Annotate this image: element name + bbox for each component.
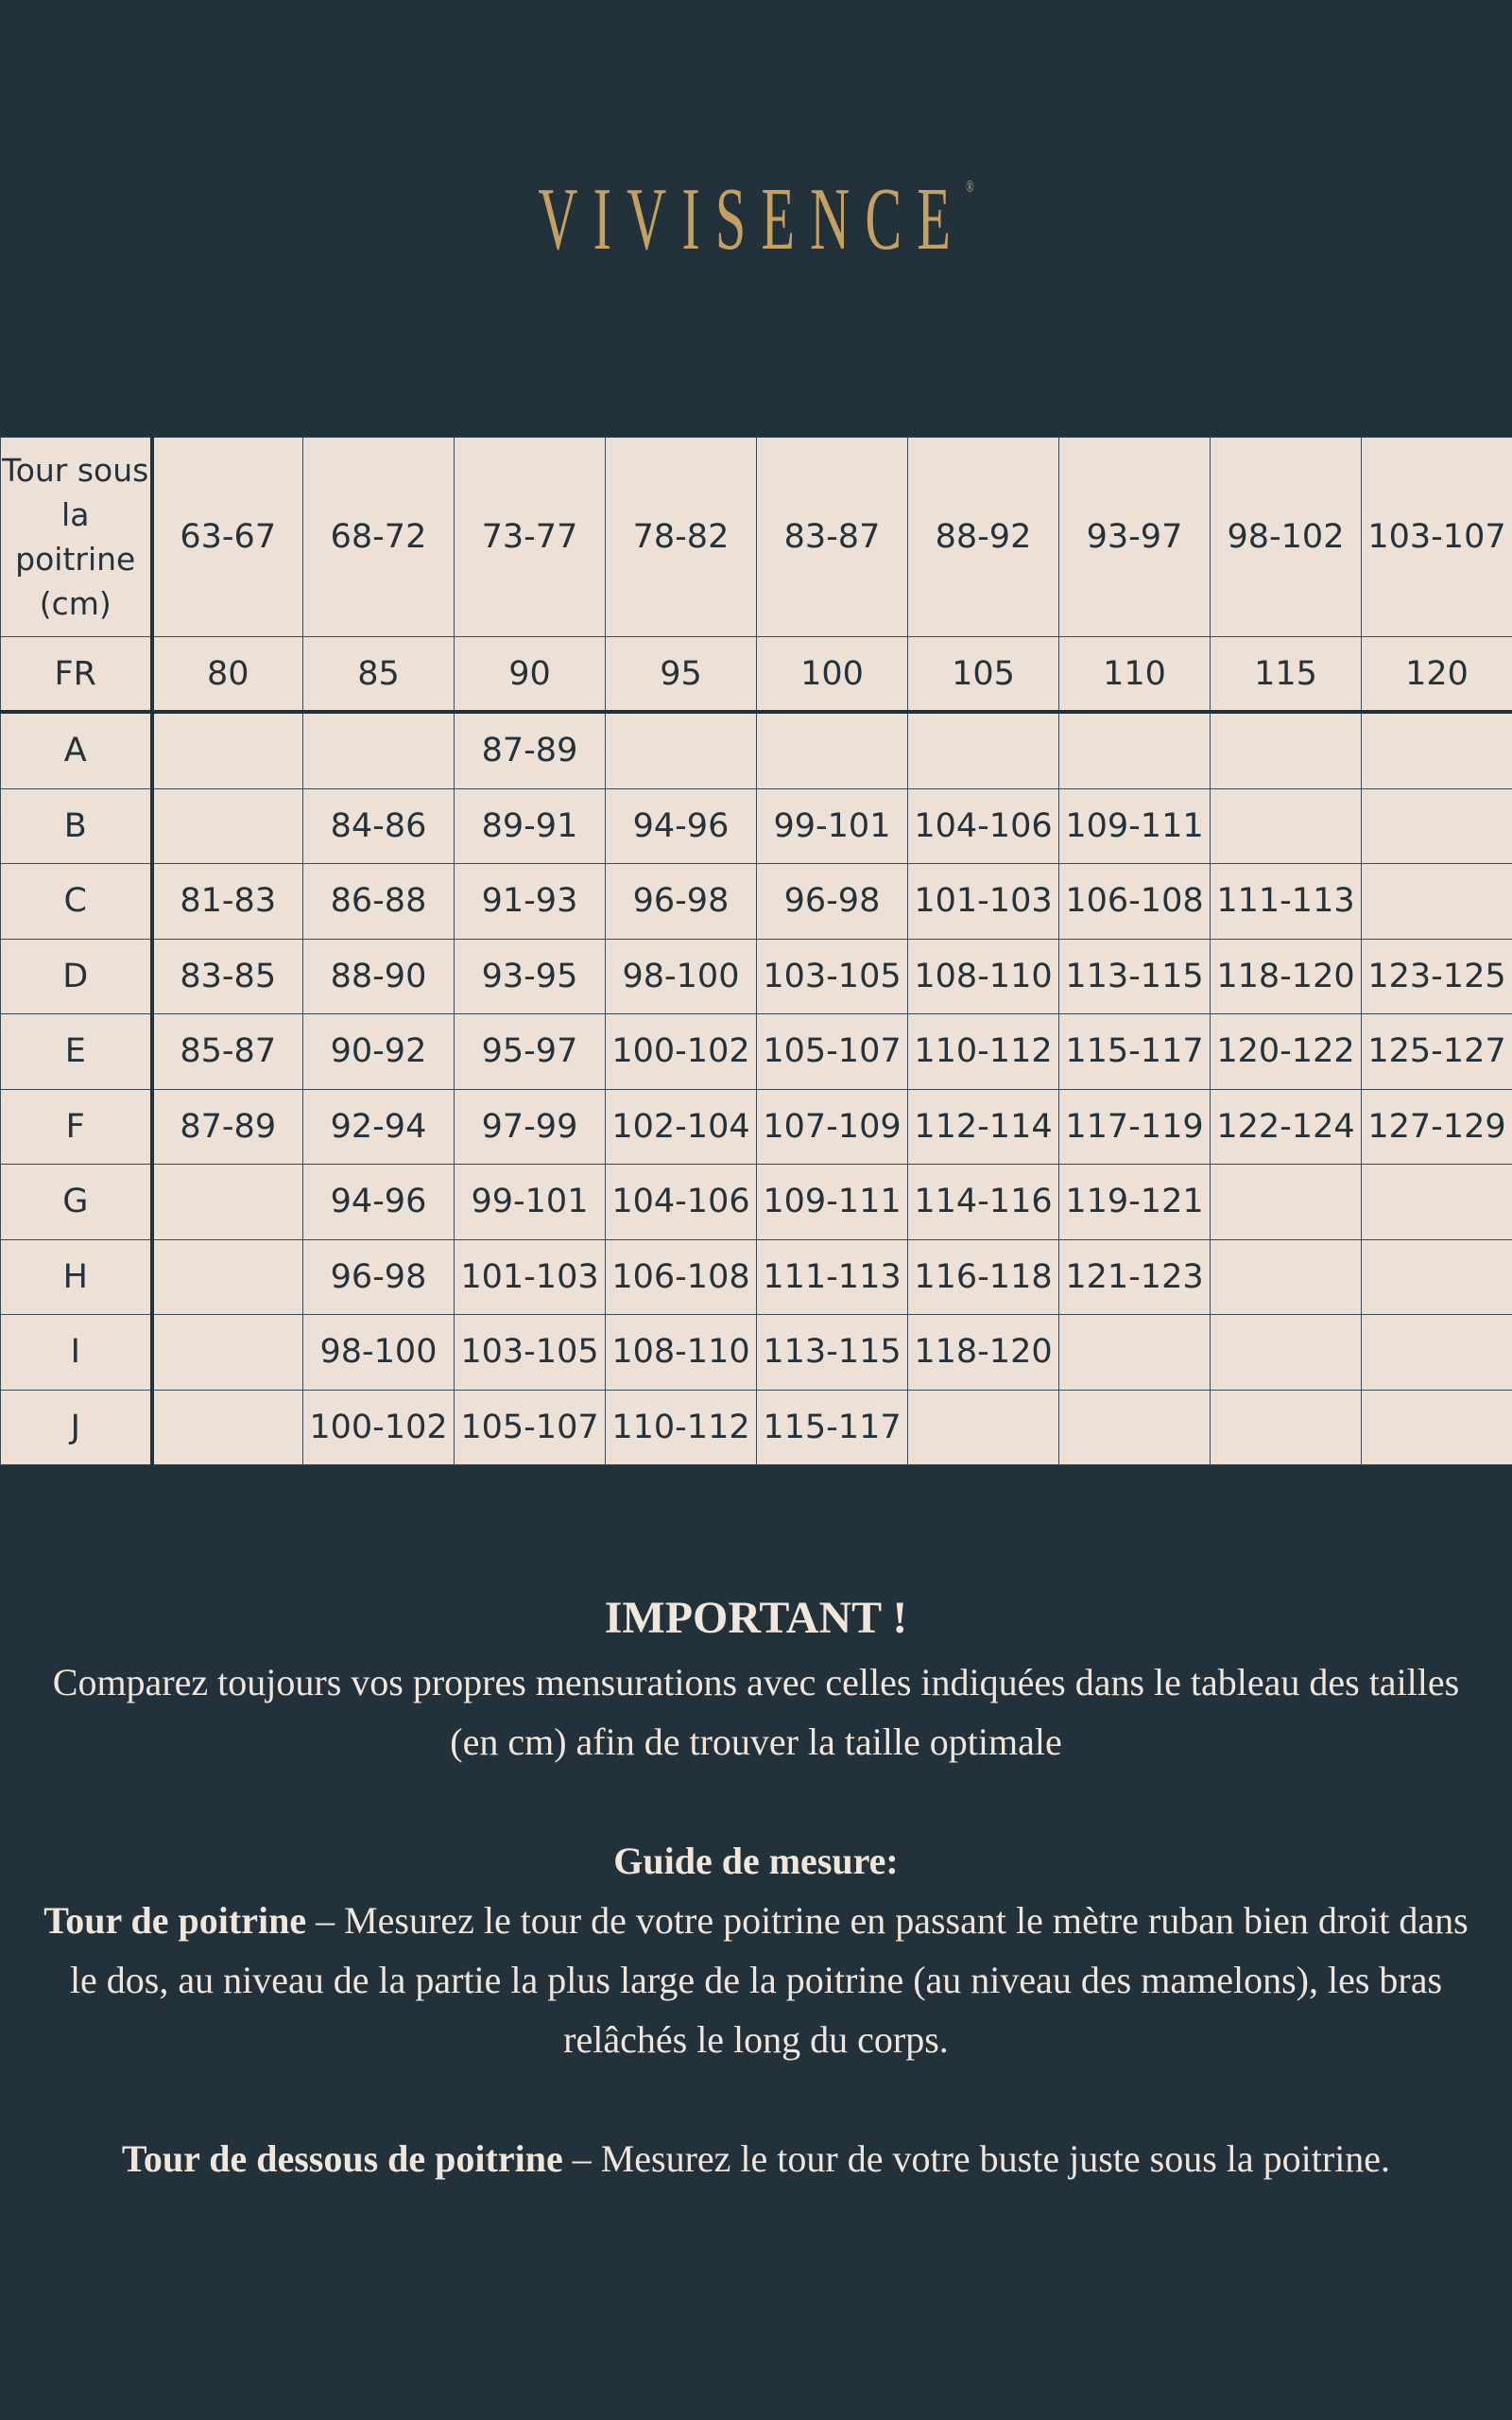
bust-size-cell: 114-116 [908,1165,1059,1240]
bust-size-cell [908,712,1059,788]
bust-size-cell: 116-118 [908,1239,1059,1315]
bust-size-cell: 125-127 [1362,1014,1512,1090]
cup-row [1,1089,1512,1165]
bust-size-cell: 87-89 [152,1089,303,1165]
bust-size-cell: 106-108 [1059,864,1211,940]
cup-row [1,864,1512,940]
bust-size-cell [1211,1315,1362,1391]
bust-size-cell: 90-92 [303,1014,455,1090]
bust-size-cell [152,1390,303,1465]
bust-size-cell [1362,1239,1512,1315]
bust-size-cell: 101-103 [908,864,1059,940]
bust-size-cell [1211,788,1362,864]
underbust-label: Tour de dessous de poitrine [121,2137,563,2180]
size-chart-table [0,437,1512,1465]
bust-size-cell [152,712,303,788]
bust-size-cell [1362,788,1512,864]
bust-size-cell: 115-117 [1059,1014,1211,1090]
underbust-instruction [38,2129,1474,2188]
guide-heading: Guide de mesure: [613,1840,899,1882]
fr-label: FR [1,637,152,713]
bust-size-cell [152,788,303,864]
bust-size-cell: 103-105 [757,939,908,1014]
important-heading: IMPORTANT ! [604,1593,908,1643]
bust-size-cell: 91-93 [455,864,606,940]
corner-label: Tour sous la poitrine (cm) [1,438,152,637]
bust-size-cell: 99-101 [757,788,908,864]
column-header: 103-107 [1362,438,1512,637]
info-section [38,1584,1474,2188]
bust-size-cell: 110-112 [908,1014,1059,1090]
bust-size-cell: 100-102 [303,1390,455,1465]
bust-size-cell: 113-115 [757,1315,908,1391]
bust-size-cell [1362,1390,1512,1465]
bust-size-cell: 96-98 [757,864,908,940]
bust-size-cell: 98-100 [303,1315,455,1391]
bust-size-cell [152,1165,303,1240]
bust-size-cell: 93-95 [455,939,606,1014]
bust-size-cell: 100-102 [606,1014,757,1090]
bust-size-cell: 120-122 [1211,1014,1362,1090]
bust-size-cell: 96-98 [606,864,757,940]
bust-size-cell: 103-105 [455,1315,606,1391]
fr-size-cell: 110 [1059,637,1211,713]
column-header: 88-92 [908,438,1059,637]
column-header: 63-67 [152,438,303,637]
fr-size-cell: 90 [455,637,606,713]
bust-size-cell: 110-112 [606,1390,757,1465]
bust-size-cell: 108-110 [606,1315,757,1391]
bust-size-cell: 108-110 [908,939,1059,1014]
bust-size-cell: 104-106 [606,1165,757,1240]
bust-size-cell: 95-97 [455,1014,606,1090]
column-header: 78-82 [606,438,757,637]
bust-size-cell: 109-111 [757,1165,908,1240]
column-header: 68-72 [303,438,455,637]
cup-label: F [1,1089,152,1165]
bust-size-cell: 84-86 [303,788,455,864]
bust-size-cell: 119-121 [1059,1165,1211,1240]
cup-row [1,712,1512,788]
bust-size-cell [1059,712,1211,788]
bust-size-cell: 102-104 [606,1089,757,1165]
fr-size-cell: 100 [757,637,908,713]
cup-label: C [1,864,152,940]
bust-size-cell [1059,1315,1211,1391]
bust-size-cell: 99-101 [455,1165,606,1240]
cup-label: I [1,1315,152,1391]
bust-size-cell: 98-100 [606,939,757,1014]
bust-size-cell: 92-94 [303,1089,455,1165]
cup-row [1,1239,1512,1315]
bust-size-cell: 122-124 [1211,1089,1362,1165]
fr-size-row [1,637,1512,713]
bust-label: Tour de poitrine [43,1899,307,1942]
cup-label: E [1,1014,152,1090]
bust-size-cell [908,1390,1059,1465]
registered-mark: ® [966,177,974,196]
fr-size-cell: 80 [152,637,303,713]
cup-label: B [1,788,152,864]
bust-size-cell [1059,1390,1211,1465]
intro-text: Comparez toujours vos propres mensurations avec celles indiquées dans le tableau des tailles (en cm) afin de trouver la taille optimale [52,1661,1460,1763]
brand-name: VIVISENCE [538,170,967,268]
bust-instruction [38,1891,1474,2069]
bust-size-cell: 88-90 [303,939,455,1014]
bust-text: – Mesurez le tour de votre poitrine en passant le mètre ruban bien droit dans le dos, au niveau de la partie la plus large de la poitrine (au niveau des mamelons), les bras relâchés le long du corps. [69,1899,1469,2061]
column-header: 93-97 [1059,438,1211,637]
bust-size-cell: 81-83 [152,864,303,940]
underbust-text: – Mesurez le tour de votre buste juste sous la poitrine. [562,2137,1391,2180]
header-row [1,438,1512,637]
bust-size-cell: 118-120 [1211,939,1362,1014]
bust-size-cell [1362,1165,1512,1240]
fr-size-cell: 95 [606,637,757,713]
cup-label: J [1,1390,152,1465]
bust-size-cell: 112-114 [908,1089,1059,1165]
bust-size-cell: 127-129 [1362,1089,1512,1165]
cup-label: D [1,939,152,1014]
bust-size-cell: 94-96 [606,788,757,864]
bust-size-cell: 85-87 [152,1014,303,1090]
bust-size-cell: 86-88 [303,864,455,940]
bust-size-cell: 115-117 [757,1390,908,1465]
bust-size-cell: 87-89 [455,712,606,788]
bust-size-cell: 121-123 [1059,1239,1211,1315]
bust-size-cell [1211,1165,1362,1240]
bust-size-cell [1362,1315,1512,1391]
bust-size-cell [1211,712,1362,788]
bust-size-cell: 104-106 [908,788,1059,864]
bust-size-cell [1362,712,1512,788]
bust-size-cell: 111-113 [757,1239,908,1315]
bust-size-cell [152,1315,303,1391]
bust-size-cell: 113-115 [1059,939,1211,1014]
bust-size-cell: 109-111 [1059,788,1211,864]
cup-label: A [1,712,152,788]
bust-size-cell: 89-91 [455,788,606,864]
bust-size-cell [152,1239,303,1315]
bust-size-cell: 123-125 [1362,939,1512,1014]
cup-row [1,1390,1512,1465]
bust-size-cell [1211,1239,1362,1315]
brand-logo [287,170,1225,268]
bust-size-cell: 117-119 [1059,1089,1211,1165]
fr-size-cell: 85 [303,637,455,713]
cup-label: G [1,1165,152,1240]
bust-size-cell [757,712,908,788]
bust-size-cell [606,712,757,788]
bust-size-cell: 111-113 [1211,864,1362,940]
bust-size-cell: 83-85 [152,939,303,1014]
column-header: 73-77 [455,438,606,637]
bust-size-cell [303,712,455,788]
cup-row [1,1014,1512,1090]
fr-size-cell: 115 [1211,637,1362,713]
cup-row [1,1315,1512,1391]
column-header: 83-87 [757,438,908,637]
bust-size-cell: 97-99 [455,1089,606,1165]
fr-size-cell: 120 [1362,637,1512,713]
bust-size-cell: 105-107 [455,1390,606,1465]
bust-size-cell [1362,864,1512,940]
bust-size-cell: 96-98 [303,1239,455,1315]
cup-row [1,1165,1512,1240]
bust-size-cell: 94-96 [303,1165,455,1240]
bust-size-cell [1211,1390,1362,1465]
cup-row [1,939,1512,1014]
bust-size-cell: 106-108 [606,1239,757,1315]
cup-label: H [1,1239,152,1315]
column-header: 98-102 [1211,438,1362,637]
fr-size-cell: 105 [908,637,1059,713]
bust-size-cell: 107-109 [757,1089,908,1165]
cup-row [1,788,1512,864]
bust-size-cell: 105-107 [757,1014,908,1090]
bust-size-cell: 101-103 [455,1239,606,1315]
bust-size-cell: 118-120 [908,1315,1059,1391]
